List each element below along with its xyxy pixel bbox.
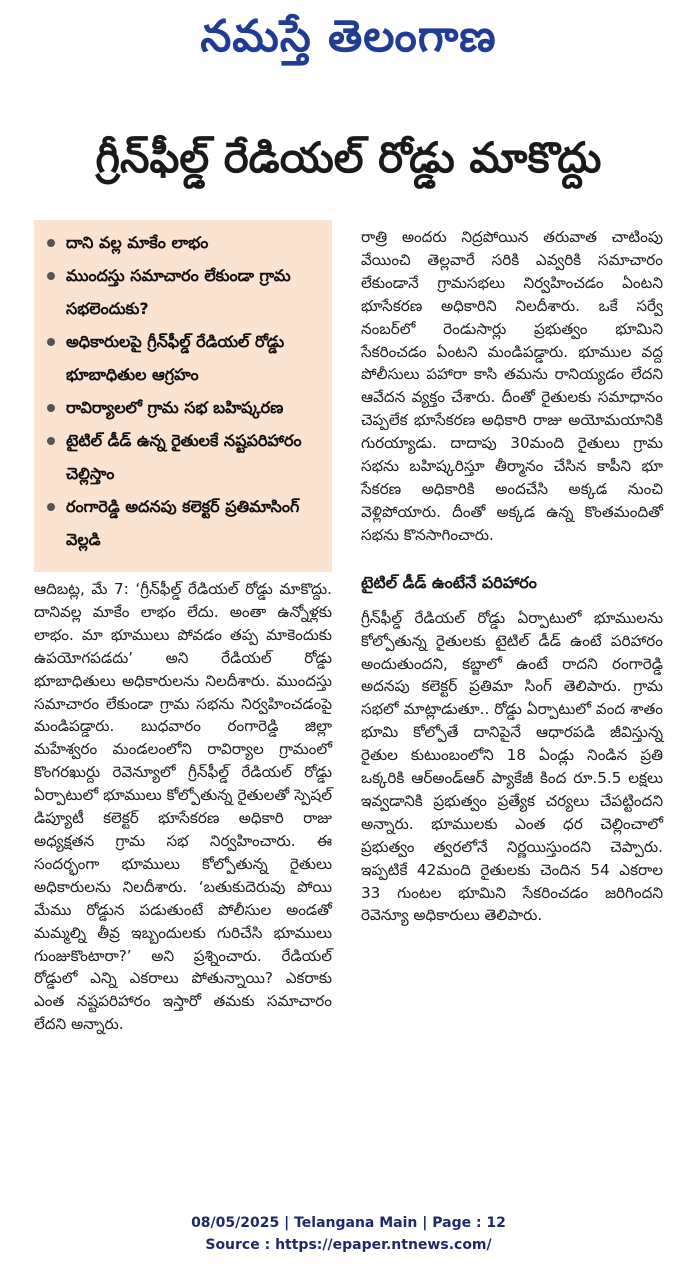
highlight-text: రావిర్యాలలో గ్రామ సభ బహిష్కరణ — [66, 398, 284, 417]
article-left-column — [34, 578, 332, 1036]
source-url: Source : https://epaper.ntnews.com/ — [205, 1237, 492, 1253]
highlight-item — [44, 259, 328, 325]
highlight-text: టైటిల్ డీడ్ ఉన్న రైతులకే నష్టపరిహారం చెల్లిస్తాం — [66, 431, 302, 483]
bullet-icon — [47, 272, 55, 280]
edition-info: 08/05/2025 | Telangana Main | Page : 12 — [191, 1215, 506, 1231]
article-headline: గ్రీన్‌ఫీల్డ్ రేడియల్ రోడ్డు మాకొద్దు — [95, 133, 602, 182]
bullet-icon — [47, 239, 55, 247]
highlight-item — [44, 325, 328, 391]
highlight-item — [44, 226, 326, 259]
highlight-text: దాని వల్ల మాకేం లాభం — [66, 233, 209, 252]
bullet-icon — [47, 338, 55, 346]
highlight-item — [44, 391, 326, 424]
newspaper-title: నమస్తే తెలంగాణ — [200, 11, 497, 62]
highlights-box — [34, 220, 332, 572]
masthead — [0, 0, 697, 78]
bullet-icon — [47, 503, 55, 511]
highlight-text: అధికారులపై గ్రీన్‌ఫీల్డ్ రేడియల్ రోడ్డు భూబాధితుల ఆగ్రహం — [66, 332, 285, 384]
article-paragraph: గ్రీన్‌ఫీల్డ్ రేడియల్ రోడ్డు ఏర్పాటులో భూములను కోల్పోతున్న రైతులకు టైటిల్ డీడ్ ఉంటే పరిహారం అందుతుందని, కబ్జాలో ఉంటే రాదని రంగారెడ్డి అదనపు కలెక్టర్ ప్రతిమా సింగ్ తెలిపారు. గ్రామ సభలో మాట్లాడుతూ.. రోడ్డు ఏర్పాటులో వంద శాతం భూమి కోల్పోతే దానిపైనే ఆధారపడి జీవిస్తున్న రైతుల కుటుంబంలోని 18 ఏండ్లు నిండిన ప్రతి ఒక్కరికి ఆర్‌అండ్‌ఆర్ ప్యాకేజీ కింద రూ.5.5 లక్షలు ఇవ్వడానికి ప్రభుత్వం ప్రత్యేక చర్యలు చేపట్టిందని అన్నారు. భూములకు ఎంత ధర చెల్లించాలో ప్రభుత్వం త్వరలోనే నిర్ణయిస్తుందని చెప్పారు. ఇప్పటికే 42మంది రైతులకు చెందిన 54 ఎకరాల 33 గుంటల భూమిని సేకరించడం జరిగిందని రెవెన్యూ అధికారులు తెలిపారు. — [361, 608, 663, 925]
highlight-text: ముందస్తు సమాచారం లేకుండా గ్రామ సభలెందుకు? — [66, 266, 291, 318]
bullet-icon — [47, 404, 55, 412]
highlight-item — [44, 490, 328, 556]
source-footer — [0, 1212, 697, 1256]
bullet-icon — [47, 437, 55, 445]
highlight-item — [44, 424, 328, 490]
highlight-text: రంగారెడ్డి అదనపు కలెక్టర్ ప్రతిమాసింగ్ వెల్లడి — [66, 497, 300, 549]
article-subheading: టైటిల్ డీడ్ ఉంటేనే పరిహారం — [361, 572, 537, 592]
article-right-column — [361, 226, 663, 927]
article-paragraph: ఆదిబట్ల, మే 7: ‘గ్రీన్‌ఫీల్డ్ రేడియల్ రోడ్డు మాకొద్దు. దానివల్ల మాకేం లాభం లేదు. అంతా ఉన్నోళ్లకు లాభం. మా భూములు పోవడం తప్ప మాకెందుకు ఉపయోగపడదు’ అని రేడియల్ రోడ్డు భూబాధితులు అధికారులను నిలదీశారు. ముందస్తు సమాచారం లేకుండా గ్రామ సభను నిర్వహించడంపై మండిపడ్డారు. బుధవారం రంగారెడ్డి జిల్లా మహేశ్వరం మండలంలోని రావిర్యాల గ్రామంలో కొంగరఖుర్దు రెవెన్యూలో గ్రీన్‌ఫీల్డ్ రేడియల్ రోడ్డు ఏర్పాటులో భూములు కోల్పోతున్న రైతులతో స్పెషల్ డిప్యూటీ కలెక్టర్ భూసేకరణ అధికారి రాజు అధ్యక్షతన గ్రామ సభ నిర్వహించారు. ఈ సందర్భంగా భూములు కోల్పోతున్న రైతులు అధికారులను నిలదీశారు. ‘బతుకుదెరువు పోయి మేము రోడ్డున పడుతుంటే పోలీసుల అండతో మమ్మల్ని తీవ్ర ఇబ్బందులకు గురిచేసి భూములు గుంజుకొంటారా?’ అని ప్రశ్నించారు. రేడియల్ రోడ్డులో ఎన్ని ఎకరాలు పోతున్నాయి? ఎకరాకు ఎంత నష్టపరిహారం ఇస్తారో తమకు సమాచారం లేదని అన్నారు. — [34, 580, 332, 1034]
article-paragraph: రాత్రి అందరు నిద్రపోయిన తరువాత చాటింపు వేయించి తెల్లవారే సరికి ఎవ్వరికి సమాచారం లేకుండానే గ్రామసభలు నిర్వహించడం ఏంటని భూసేకరణ అధికారిని నిలదీశారు. ఒకే సర్వే నంబర్‌లో రెండుసార్లు ప్రభుత్వం భూమిని సేకరించడం ఏంటని మండిపడ్డారు. భూముల వద్ద పోలీసులు పహారా కాసి తమను రానియ్యడం లేదని ఆవేదన వ్యక్తం చేశారు. దీంతో రైతులకు సమాధానం చెప్పలేక భూసేకరణ అధికారి రాజు అయోమయానికి గురయ్యాడు. దాదాపు 30మంది రైతులు గ్రామ సభను బహిష్కరిస్తూ తీర్మానం చేసిన కాపీని భూ సేకరణ అధికారికి అందచేసి అక్కడ నుంచి వెళ్లిపోయారు. దీంతో అక్కడ ఉన్న కొంతమందితో సభను కొనసాగించారు. — [361, 228, 663, 544]
